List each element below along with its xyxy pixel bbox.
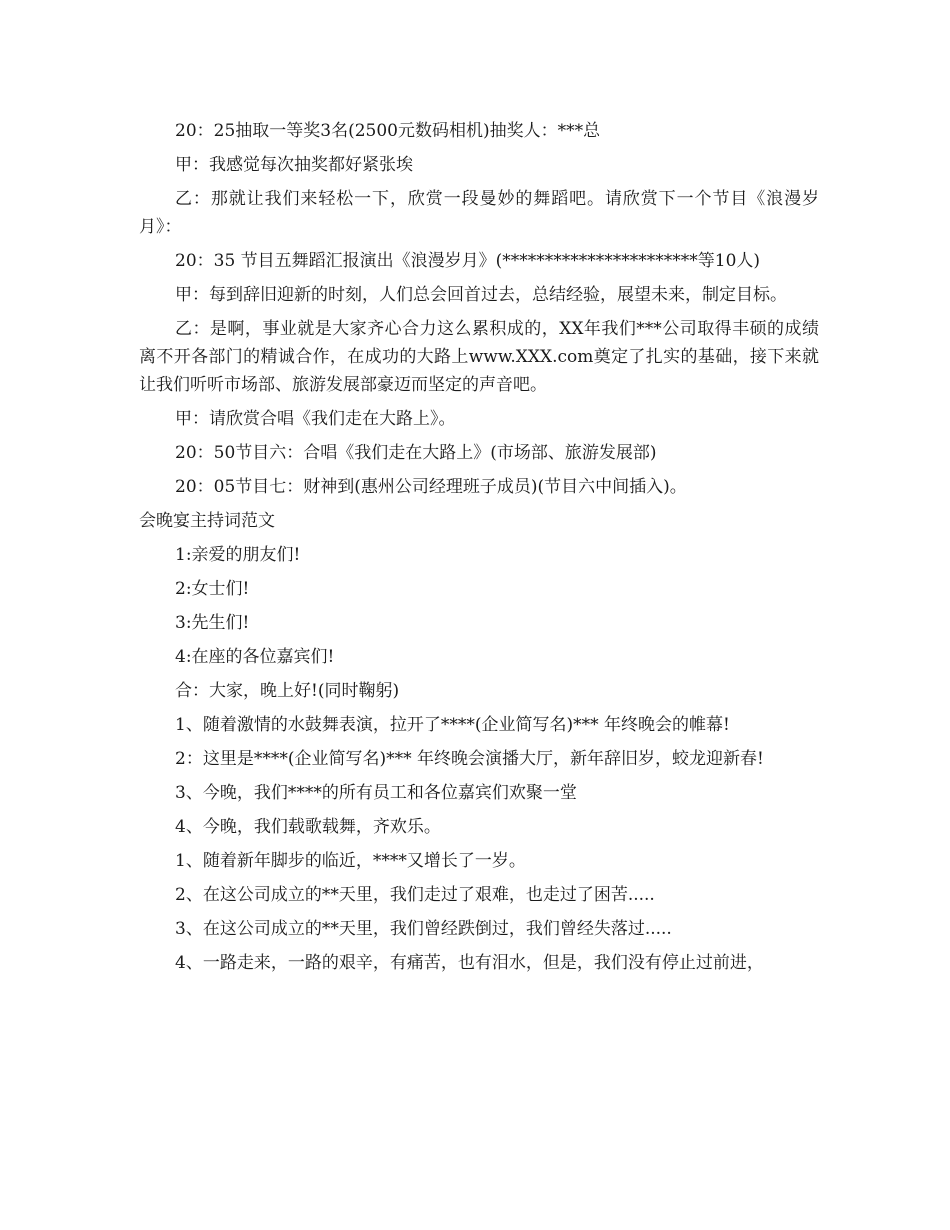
paragraph-opening-3: 3、今晚，我们****的所有员工和各位嘉宾们欢聚一堂 [175,783,577,803]
paragraph-greeting-3: 3:先生们! [175,613,250,633]
paragraph-opening-2: 2：这里是****(企业简写名)*** 年终晚会演播大厅，新年辞旧岁，蛟龙迎新春! [175,749,764,769]
paragraph-host-a-nervous: 甲：我感觉每次抽奖都好紧张埃 [175,155,413,175]
paragraph-program-six: 20：50节目六：合唱《我们走在大路上》(市场部、旅游发展部) [175,443,657,463]
paragraph-lottery-first-prize: 20：25抽取一等奖3名(2500元数码相机)抽奖人：***总 [175,121,601,141]
paragraph-review-1: 1、随着新年脚步的临近，****又增长了一岁。 [175,851,526,871]
document-body [139,117,819,983]
paragraph-opening-4: 4、今晚，我们载歌载舞，齐欢乐。 [175,817,441,837]
paragraph-opening-1: 1、随着激情的水鼓舞表演，拉开了****(企业简写名)*** 年终晚会的帷幕! [175,715,730,735]
paragraph-program-five: 20：35 节目五舞蹈汇报演出《浪漫岁月》(***********************等10人) [175,251,761,271]
paragraph-review-3: 3、在这公司成立的**天里，我们曾经跌倒过，我们曾经失落过..... [175,919,672,939]
paragraph-host-a-new-year: 甲：每到辞旧迎新的时刻，人们总会回首过去，总结经验，展望未来，制定目标。 [175,285,787,305]
section-heading: 会晚宴主持词范文 [139,511,275,531]
paragraph-greeting-4: 4:在座的各位嘉宾们! [175,647,335,667]
paragraph-host-b-achievements: 乙：是啊，事业就是大家齐心合力这么累积成的，XX年我们***公司取得丰硕的成绩离不开各部门的精诚合作，在成功的大路上www.XXX.com奠定了扎实的基础，接下来就让我们听听市场部、旅游发展部豪迈而坚定的声音吧。 [139,319,819,395]
paragraph-greeting-1: 1:亲爱的朋友们! [175,545,301,565]
paragraph-review-4: 4、一路走来，一路的艰辛，有痛苦，也有泪水，但是，我们没有停止过前进， [175,953,764,973]
paragraph-review-2: 2、在这公司成立的**天里，我们走过了艰难，也走过了困苦..... [175,885,655,905]
paragraph-greeting-all: 合：大家，晚上好!(同时鞠躬) [175,681,400,701]
paragraph-host-b-dance-intro: 乙：那就让我们来轻松一下，欣赏一段曼妙的舞蹈吧。请欣赏下一个节目《浪漫岁月》： [139,189,819,237]
paragraph-greeting-2: 2:女士们! [175,579,250,599]
paragraph-host-a-chorus-intro: 甲：请欣赏合唱《我们走在大路上》。 [175,409,456,429]
paragraph-program-seven: 20：05节目七：财神到(惠州公司经理班子成员)(节目六中间插入)。 [175,477,687,497]
